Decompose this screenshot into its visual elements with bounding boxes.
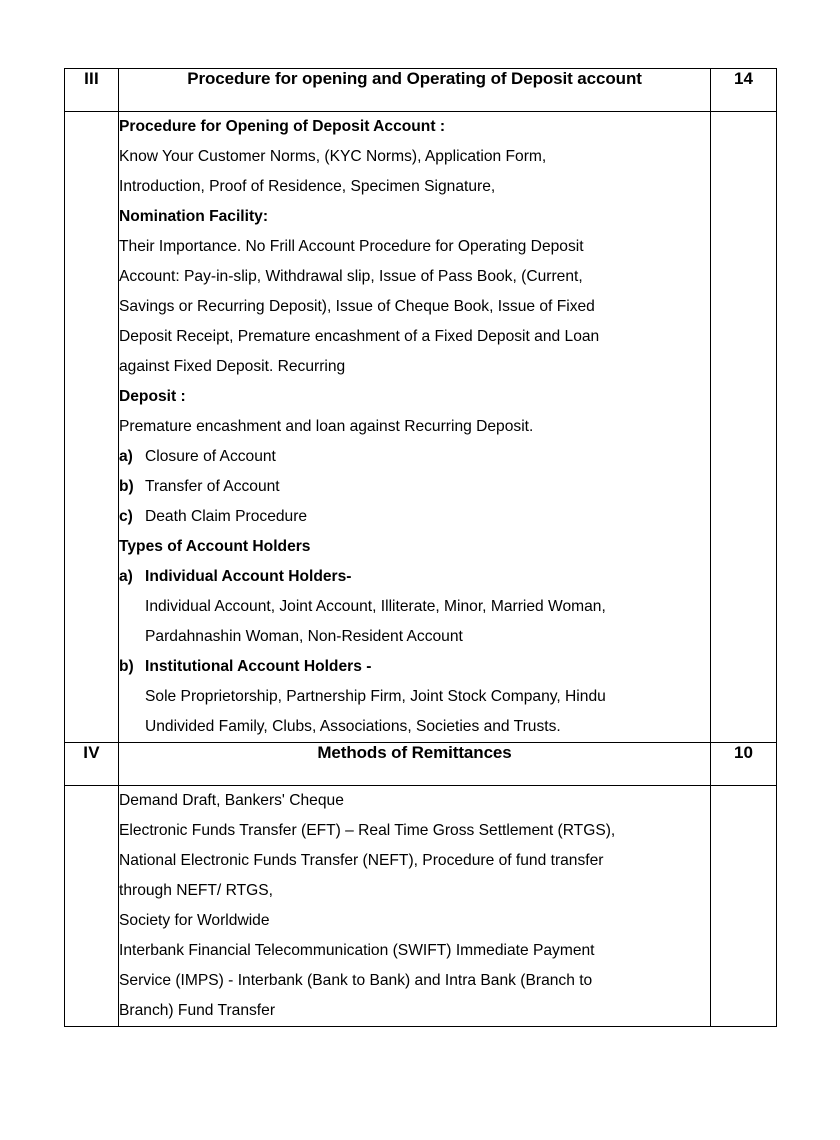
list-item [119,562,710,592]
list-item-detail-line: Undivided Family, Clubs, Associations, Societies and Trusts. [145,718,561,735]
list-item-label: Transfer of Account [145,478,280,495]
unit-3-para-2-line-1: Their Importance. No Frill Account Procedure for Operating Deposit [119,238,584,255]
unit-title-3: Procedure for opening and Operating of Deposit account [119,69,711,112]
unit-3-para-2-line-2: Account: Pay-in-slip, Withdrawal slip, Issue of Pass Book, (Current, [119,268,583,285]
list-item-detail-line: Pardahnashin Woman, Non-Resident Account [145,628,463,645]
unit-4-line-6: Interbank Financial Telecommunication (SWIFT) Immediate Payment [119,942,595,959]
unit-3-heading-4: Types of Account Holders [119,538,311,555]
table-row-unit-4-content [65,786,777,1027]
list-item-label: Closure of Account [145,448,276,465]
list-marker: b) [119,658,134,675]
unit-3-content-spacer-left [65,112,119,743]
unit-4-content [119,786,711,1027]
unit-4-line-3: National Electronic Funds Transfer (NEFT), Procedure of fund transfer [119,852,604,869]
list-item-label: Institutional Account Holders - [145,658,372,675]
unit-number-4: IV [65,743,119,786]
unit-title-4: Methods of Remittances [119,743,711,786]
unit-3-heading-1: Procedure for Opening of Deposit Account : [119,118,446,135]
unit-3-content [119,112,711,743]
unit-3-para-2-line-5: against Fixed Deposit. Recurring [119,358,346,375]
unit-hours-3: 14 [711,69,777,112]
unit-3-heading-2: Nomination Facility: [119,208,269,225]
unit-4-content-spacer-right [711,786,777,1027]
unit-number-3: III [65,69,119,112]
unit-3-para-2-line-4: Deposit Receipt, Premature encashment of a Fixed Deposit and Loan [119,328,600,345]
unit-4-line-5: Society for Worldwide [119,912,270,929]
table-row-unit-4-header [65,743,777,786]
list-item-label: Individual Account Holders- [145,568,352,585]
unit-4-line-2: Electronic Funds Transfer (EFT) – Real Time Gross Settlement (RTGS), [119,822,616,839]
list-item [119,472,710,502]
list-marker: c) [119,508,133,525]
list-item [119,502,710,532]
unit-3-para-3: Premature encashment and loan against Recurring Deposit. [119,418,534,435]
unit-4-line-7: Service (IMPS) - Interbank (Bank to Bank) and Intra Bank (Branch to [119,972,593,989]
list-marker: a) [119,448,133,465]
list-item [119,442,710,472]
list-item [119,652,710,682]
unit-4-line-4: through NEFT/ RTGS, [119,882,273,899]
list-marker: a) [119,568,133,585]
list-item-detail-line: Individual Account, Joint Account, Illiterate, Minor, Married Woman, [145,598,606,615]
table-row-unit-3-content [65,112,777,743]
unit-3-heading-3: Deposit : [119,388,186,405]
unit-3-para-1-line-1: Know Your Customer Norms, (KYC Norms), Application Form, [119,148,547,165]
unit-3-para-2-line-3: Savings or Recurring Deposit), Issue of Cheque Book, Issue of Fixed [119,298,595,315]
table-row-unit-3-header [65,69,777,112]
unit-hours-4: 10 [711,743,777,786]
unit-4-content-spacer-left [65,786,119,1027]
list-marker: b) [119,478,134,495]
syllabus-table [64,68,777,1027]
list-item-label: Death Claim Procedure [145,508,308,525]
unit-4-line-8: Branch) Fund Transfer [119,1002,276,1019]
unit-3-para-1-line-2: Introduction, Proof of Residence, Specimen Signature, [119,178,496,195]
unit-3-content-spacer-right [711,112,777,743]
unit-4-line-1: Demand Draft, Bankers' Cheque [119,792,344,809]
list-item-detail-line: Sole Proprietorship, Partnership Firm, Joint Stock Company, Hindu [145,688,606,705]
